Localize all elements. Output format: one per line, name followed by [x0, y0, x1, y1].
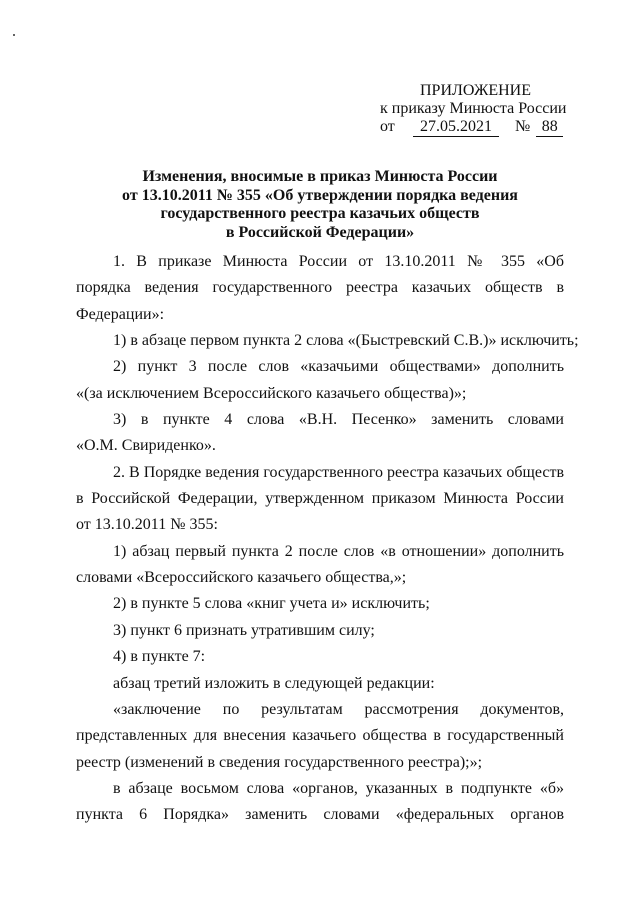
body-line: порядка ведения государственного реестра казачьих обществ в [76, 279, 564, 297]
body-line: 3) пункт 6 признать утратившим силу; [113, 621, 375, 639]
body-line: словами «Всероссийского казачьего общества,»; [76, 569, 407, 587]
number-prefix: № [515, 118, 531, 135]
body-line: 2. В Порядке ведения государственного реестра казачьих обществ [113, 463, 564, 481]
appendix-block [380, 82, 580, 137]
date-prefix: от [380, 118, 395, 135]
body-line: «заключение по результатам рассмотрения документов, [113, 700, 564, 718]
body-line: от 13.10.2011 № 355: [76, 516, 218, 534]
body-line: «(за исключением Всероссийского казачьего общества)»; [76, 384, 467, 402]
document-heading [90, 168, 550, 242]
body-line: «О.М. Свириденко». [76, 437, 216, 455]
body-line: реестр (изменений в сведения государственного реестра);»; [76, 753, 483, 771]
heading-line: государственного реестра казачьих обществ [160, 205, 480, 222]
body-line: 2) в пункте 5 слова «книг учета и» исключить; [113, 595, 430, 613]
appendix-title: ПРИЛОЖЕНИЕ [420, 82, 532, 99]
body-line: 1) в абзаце первом пункта 2 слова «(Быстревский С.В.)» исключить; [113, 332, 579, 350]
body-line: абзац третий изложить в следующей редакции: [113, 674, 435, 692]
body-line: 3) в пункте 4 слова «В.Н. Песенко» заменить словами [113, 411, 564, 429]
heading-line: в Российской Федерации» [225, 223, 415, 241]
body-line: в Российской Федерации, утвержденном приказом Минюста России [76, 490, 564, 508]
body-line: в абзаце восьмом слова «органов, указанных в подпункте «б» [113, 779, 564, 797]
scan-speck [13, 34, 15, 36]
body-line: 1) абзац первый пункта 2 после слов «в отношении» дополнить [113, 542, 564, 560]
body-line: представленных для внесения казачьего общества в государственный [76, 727, 564, 745]
heading-line: Изменения, вносимые в приказ Минюста России [142, 168, 498, 185]
body-line: 4) в пункте 7: [113, 648, 206, 666]
document-body [76, 249, 579, 829]
order-date: 27.05.2021 [413, 118, 499, 137]
appendix-subtitle: к приказу Минюста России [380, 100, 567, 117]
body-line: Федерации»: [76, 305, 165, 323]
heading-line: от 13.10.2011 № 355 «Об утверждении порядка ведения [122, 186, 518, 204]
order-number: 88 [536, 118, 563, 137]
body-line: 1. В приказе Минюста России от 13.10.2011 № 355 «Об [113, 253, 564, 270]
appendix-date-row [380, 118, 580, 137]
body-line: 2) пункт 3 после слов «казачьими обществами» дополнить [113, 358, 564, 376]
body-line: пункта 6 Порядка» заменить словами «федеральных органов [76, 806, 564, 824]
